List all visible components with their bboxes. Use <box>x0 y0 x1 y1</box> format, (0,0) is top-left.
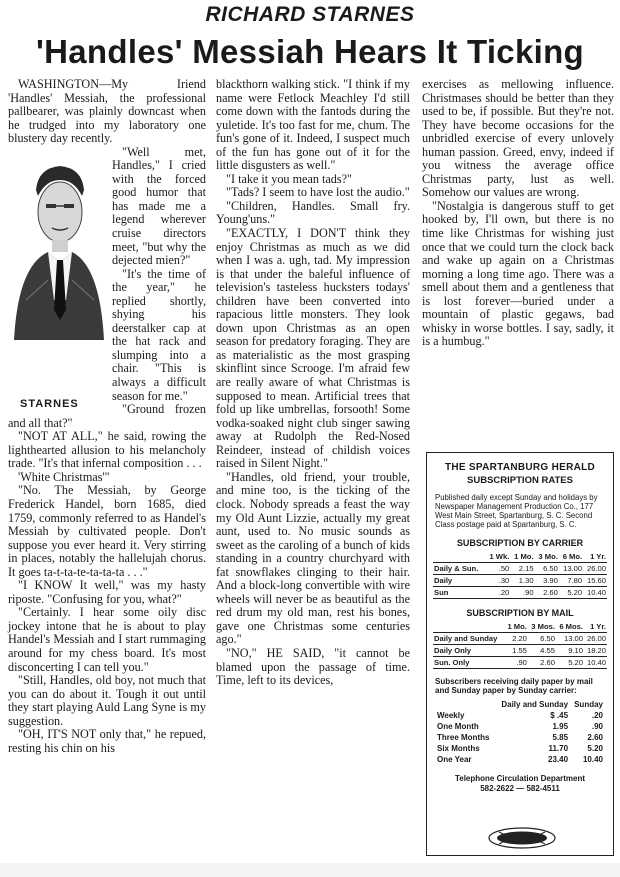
table-row <box>433 633 607 645</box>
paragraph: WASHINGTON—My Iriend 'Handles' Messiah, the professional pallbearer, was plainly downcast when he trudged into my laboratory one blustery day recently. <box>8 77 206 146</box>
table-cell: 5.20 <box>587 744 603 753</box>
table-row <box>435 710 605 721</box>
table-cell: 13.00 <box>559 563 583 575</box>
row-label: Daily <box>433 575 486 587</box>
column-header: 1 Yr. <box>583 551 607 563</box>
table-cell: 10.40 <box>584 657 607 669</box>
mail-heading: SUBSCRIPTION BY MAIL <box>466 608 574 618</box>
paragraph: blackthorn walking stick. "I think if my name were Fetlock Meachley I'd still come down with the fantods during the yuletide. It's too fast for me, chum. The fun's gone of it. Indeed, I suspect much of the fun has gone out of it for the little disgusters as well." <box>216 77 410 173</box>
paragraph: "EXACTLY, I DON'T think they enjoy Christmas as much as we did when I was a. ugh, tad. My impression is that under the baleful influence of television's tasteless hucksters todays' children have been converted into rapacious little monsters. They look down upon Christmas as an open season for predatory foraging. They are as materialistic as the most grasping skinflint since Scrooge. I'm afraid few are really aware of what Christmas is supposed to mean. Artificial trees that fold up like umbrellas, forsooth! Some vodka-soaked night club singer sawing away at Rudolph the Red-Nosed Reindeer, instead of childish voices raised in Silent Night." <box>216 226 410 471</box>
paragraph: "NOT AT ALL," he said, rowing the lighthearted allusion to his melancholy trade. "It's that infernal composition . . . <box>8 429 206 471</box>
table-cell: $ .45 <box>550 711 569 720</box>
paragraph: "Tads? I seem to have lost the audio." <box>226 185 410 200</box>
subscription-rates-box <box>426 452 614 856</box>
table-row <box>435 732 605 743</box>
paragraph: "I take it you mean tads?" <box>226 171 353 186</box>
paragraph: "Well met, Handles," I cried with the forced good humor that has made me a legend wherever cruise directors meet, "but why the dejected mien?" <box>112 144 206 268</box>
table-cell: .20 <box>591 711 603 720</box>
table-cell: 5.85 <box>552 733 569 742</box>
row-label: Sun. Only <box>433 657 504 669</box>
table-cell: 2.60 <box>528 657 556 669</box>
row-label: Weekly <box>437 711 465 720</box>
table-cell: 2.20 <box>504 633 527 645</box>
table-cell: 1.30 <box>510 575 534 587</box>
table-row <box>433 645 607 657</box>
carrier-heading: SUBSCRIPTION BY CARRIER <box>456 538 584 548</box>
paragraph: "Still, Handles, old boy, not much that you can do about it. Tough it out until they start playing Auld Lang Syne is my suggestion. <box>8 673 206 728</box>
table-cell: 5.20 <box>556 657 584 669</box>
table-cell: 15.60 <box>583 575 607 587</box>
column-header <box>433 621 504 633</box>
column-header: Sunday <box>574 700 603 709</box>
author-portrait <box>8 150 106 412</box>
table-row <box>433 657 607 669</box>
table-row <box>435 754 605 765</box>
subscribers-note: Subscribers receiving daily paper by mail and Sunday paper by Sunday carrier: <box>435 677 593 695</box>
table-cell: 2.60 <box>535 587 559 599</box>
table-row <box>433 587 607 599</box>
table-cell: 9.10 <box>556 645 584 657</box>
row-label: Daily Only <box>433 645 504 657</box>
telephone-heading: Telephone Circulation Department <box>454 774 586 783</box>
byline: RICHARD STARNES <box>205 3 415 26</box>
table-cell: 26.00 <box>584 633 607 645</box>
article-column-2 <box>216 78 410 688</box>
paragraph: "Handles, old friend, your trouble, and mine too, is the ticking of the clock. Nobody spreads a feast the way my Old Aunt Lizzie, actually my great aunt, used to. No music sounds as sweet as the caroling of a bunch of kids standing in a country churchyard with fat snowflakes clinging to their hair. And a block-long convertible with wire wheels will never be as beautiful as the red drum my old man, rest his bones, gave one Christmas some centuries ago." <box>216 469 410 647</box>
table-cell: 4.55 <box>528 645 556 657</box>
box-subtitle: SUBSCRIPTION RATES <box>467 475 573 486</box>
paragraph: "Nostalgia is dangerous stuff to get hooked by, I'll own, but there is no time like Christmas for wishing just once that we could turn the clock back and wake up again on a Christmas morning a long time ago. There was a smell about them and a gentleness that is lost forever—buried under a mountain of plastic gegaws, bad whisky in worse bottles. I say, sadly, it is a humbug." <box>422 198 614 349</box>
table-cell: .20 <box>486 587 511 599</box>
table-cell: 10.40 <box>583 587 607 599</box>
table-cell: 13.00 <box>556 633 584 645</box>
table-cell: .30 <box>486 575 511 587</box>
column-header <box>433 551 486 563</box>
column-header: 1 Mo. <box>510 551 534 563</box>
paragraph: "No. The Messiah, by George Frederick Handel, born 1685, died 1759, commonly referred to as Handel's Messiah by cultivated people. Don't suppose you ever heard it. Very stirring in places, notably the hallelujah chorus. It goes ta-t-ta-te-ta-ta-ta . . ." <box>8 483 206 579</box>
carrier-rates-table <box>433 551 607 599</box>
table-cell: 23.40 <box>548 755 569 764</box>
table-cell: .90 <box>591 722 603 731</box>
table-cell: 7.80 <box>559 575 583 587</box>
table-cell: 5.20 <box>559 587 583 599</box>
article-column-3 <box>422 78 614 349</box>
mail-rates-table <box>433 621 607 669</box>
table-row <box>435 743 605 754</box>
portrait-image <box>8 150 106 412</box>
paragraph: 'White Christmas'" <box>18 469 110 484</box>
row-label: Daily & Sun. <box>433 563 486 575</box>
table-cell: 2.60 <box>587 733 603 742</box>
paragraph: "I KNOW It well," was my hasty riposte. "Confusing for you, what?" <box>8 578 206 606</box>
paragraph: exercises as mellowing influence. Christmases should be better than they used to be, if possible. But they're not. They have become occasions for the unbridled exercise of every unlovely human passion. Greed, envy, indeed if you witness the average office Christmas party, lust as well. Somehow our values are wrong. <box>422 77 614 200</box>
row-label: One Year <box>437 755 472 764</box>
combined-rates-table <box>435 699 605 765</box>
table-cell: .90 <box>504 657 527 669</box>
box-title: THE SPARTANBURG HERALD <box>444 462 596 473</box>
table-row <box>435 721 605 732</box>
row-label: One Month <box>437 722 479 731</box>
table-cell: 1.95 <box>552 722 569 731</box>
table-cell: 26.00 <box>583 563 607 575</box>
table-cell: .50 <box>486 563 511 575</box>
column-header: 1 Wk. <box>486 551 511 563</box>
table-row <box>433 563 607 575</box>
paragraph: "Children, Handles. Small fry. Young'uns." <box>216 198 410 227</box>
paragraph: "It's the time of the year," he replied shortly, shying his deerstalker cap at the hat rack and slumping into a chair. "This is always a difficult season for me." <box>112 266 206 403</box>
row-label: Sun <box>433 587 486 599</box>
column-header: 1 Mo. <box>504 621 527 633</box>
publication-note: Published daily except Sunday and holidays by Newspaper Management Production Co., 177 West Main Street, Spartanburg, S. C. Second Class postage paid at Spartanburg, S. C. <box>435 493 598 529</box>
row-label: Daily and Sunday <box>433 633 504 645</box>
column-header: 3 Mo. <box>535 551 559 563</box>
table-cell: .90 <box>510 587 534 599</box>
article-column-1 <box>8 78 206 755</box>
row-label: Three Months <box>437 733 490 742</box>
table-cell: 6.50 <box>535 563 559 575</box>
row-label: Six Months <box>437 744 480 753</box>
headline: 'Handles' Messiah Hears It Ticking <box>36 33 584 70</box>
table-cell: 18.20 <box>584 645 607 657</box>
table-cell: 11.70 <box>548 744 569 753</box>
table-row <box>433 575 607 587</box>
paragraph: "Certainly. I hear some oily disc jockey intone that he is about to play Handel's Messiah and I start rummaging around for my chess board. It's most disconcerting I can tell you." <box>8 605 206 674</box>
paragraph: "OH, IT'S NOT only that," he repued, resting his chin on his <box>8 727 206 755</box>
newspaper-seal-logo <box>487 827 557 849</box>
table-cell: 3.90 <box>535 575 559 587</box>
table-cell: 10.40 <box>582 755 603 764</box>
column-header: Daily and Sunday <box>501 700 569 709</box>
page-footer-strip <box>0 863 620 877</box>
column-header: 6 Mos. <box>556 621 584 633</box>
paragraph: "NO," HE SAID, "it cannot be blamed upon the passage of time. Time, left to its devices, <box>216 645 410 688</box>
column-header <box>435 699 495 710</box>
column-header: 1 Yr. <box>584 621 607 633</box>
column-header: 6 Mo. <box>559 551 583 563</box>
column-header: 3 Mos. <box>528 621 556 633</box>
paragraph: "Ground frozen and all that?" <box>8 402 206 430</box>
table-cell: 1.55 <box>504 645 527 657</box>
table-cell: 6.50 <box>528 633 556 645</box>
table-cell: 2.15 <box>510 563 534 575</box>
telephone-numbers: 582-2622 — 582-4511 <box>480 784 560 793</box>
photo-caption: STARNES <box>20 398 79 411</box>
